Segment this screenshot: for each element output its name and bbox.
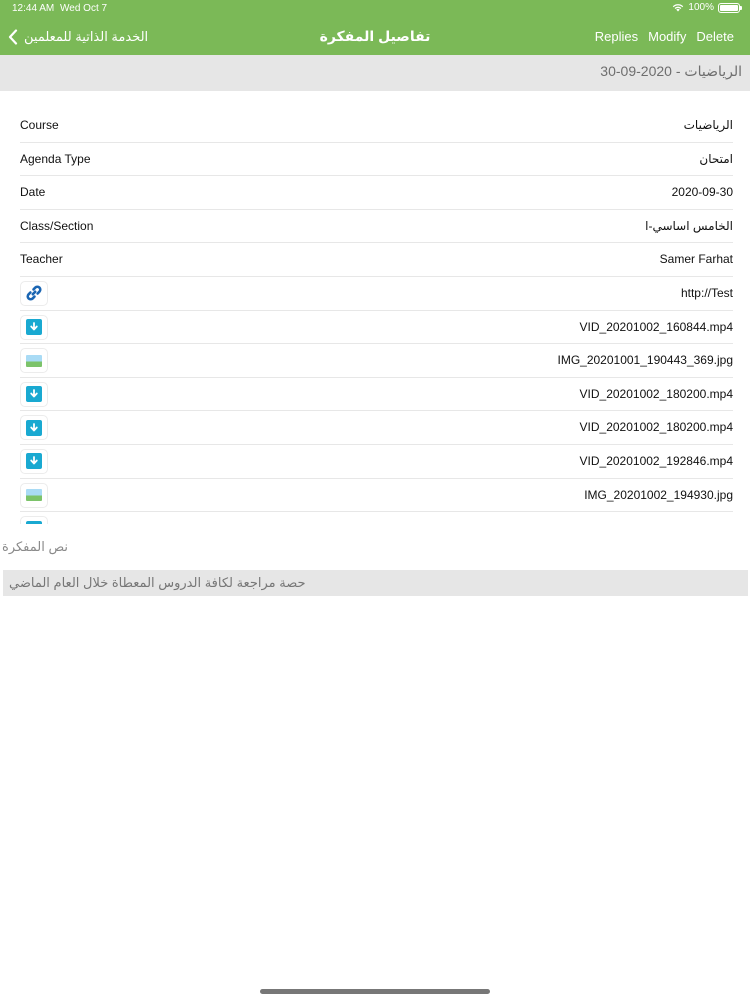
wifi-icon <box>672 3 684 12</box>
memo-text-box <box>3 570 748 596</box>
agenda-details-list[interactable] <box>20 109 733 524</box>
status-time: 12:44 AM <box>12 3 55 14</box>
attachment-row[interactable] <box>20 311 733 345</box>
back-button[interactable] <box>8 18 148 55</box>
attachment-row[interactable] <box>20 479 733 513</box>
attachment-row[interactable] <box>20 344 733 378</box>
download-button[interactable] <box>20 315 48 340</box>
download-button[interactable] <box>20 382 48 407</box>
download-icon <box>26 319 42 335</box>
detail-label: Date <box>20 185 46 200</box>
detail-row-agenda-type <box>20 143 733 177</box>
attachment-row[interactable] <box>20 445 733 479</box>
detail-label: Course <box>20 118 59 132</box>
detail-label: Agenda Type <box>20 151 91 166</box>
detail-label: Class/Section <box>20 218 94 233</box>
image-button[interactable] <box>20 348 48 373</box>
link-icon <box>25 284 43 302</box>
attachment-name[interactable]: IMG_20201001_190443_369.jpg <box>557 353 733 368</box>
home-indicator[interactable] <box>260 989 490 994</box>
detail-row-class-section <box>20 210 733 244</box>
status-bar <box>0 0 750 18</box>
download-button[interactable] <box>20 449 48 474</box>
detail-label: Teacher <box>20 252 63 267</box>
detail-row-course <box>20 109 733 143</box>
status-right <box>672 2 740 13</box>
memo-text: حصة مراجعة لكافة الدروس المعطاة خلال العام الماضي <box>9 575 306 590</box>
page-title: تفاصيل المفكرة <box>319 28 431 44</box>
image-icon <box>26 489 42 501</box>
attachment-name[interactable]: VID_20201002_160844.mp4 <box>579 319 733 334</box>
modify-button[interactable]: Modify <box>648 29 687 44</box>
download-button[interactable] <box>20 516 48 524</box>
image-icon <box>26 355 42 367</box>
battery-icon <box>718 3 740 13</box>
download-icon <box>26 420 42 436</box>
detail-row-date <box>20 176 733 210</box>
detail-row-teacher <box>20 243 733 277</box>
link-button[interactable] <box>20 281 48 306</box>
detail-value: الخامس اساسي-ا <box>645 218 733 233</box>
replies-button[interactable]: Replies <box>594 29 639 44</box>
delete-button[interactable]: Delete <box>696 29 734 44</box>
chevron-left-icon <box>8 29 18 45</box>
status-date: Wed Oct 7 <box>60 3 108 14</box>
header-band <box>0 55 750 91</box>
attachment-row[interactable] <box>20 378 733 412</box>
agenda-subtitle: الرياضيات - 2020-09-30 <box>600 63 742 79</box>
download-icon <box>26 521 42 524</box>
attachment-name[interactable]: VID_20201002_192846.mp4 <box>579 453 733 468</box>
attachment-row[interactable] <box>20 277 733 311</box>
attachment-name[interactable]: VID_20201002_180200.mp4 <box>579 420 733 435</box>
download-icon <box>26 386 42 402</box>
detail-value: Samer Farhat <box>659 252 733 267</box>
download-icon <box>26 453 42 469</box>
battery-percent: 100% <box>688 2 714 13</box>
nav-actions <box>595 18 734 55</box>
detail-value: 2020-09-30 <box>671 185 733 200</box>
detail-value: امتحان <box>699 151 733 166</box>
image-button[interactable] <box>20 483 48 508</box>
attachment-name[interactable]: IMG_20201002_194930.jpg <box>584 487 733 502</box>
attachment-name[interactable]: VID_20201002_180200.mp4 <box>579 386 733 401</box>
memo-label: نص المفكرة <box>2 539 68 554</box>
nav-bar <box>0 18 750 55</box>
download-button[interactable] <box>20 415 48 440</box>
detail-value: الرياضيات <box>683 118 733 132</box>
back-button-label: الخدمة الذاتية للمعلمين <box>24 28 149 44</box>
attachment-name[interactable]: http://Test <box>680 285 733 300</box>
attachment-row[interactable] <box>20 411 733 445</box>
attachment-row-partial[interactable] <box>20 512 733 524</box>
